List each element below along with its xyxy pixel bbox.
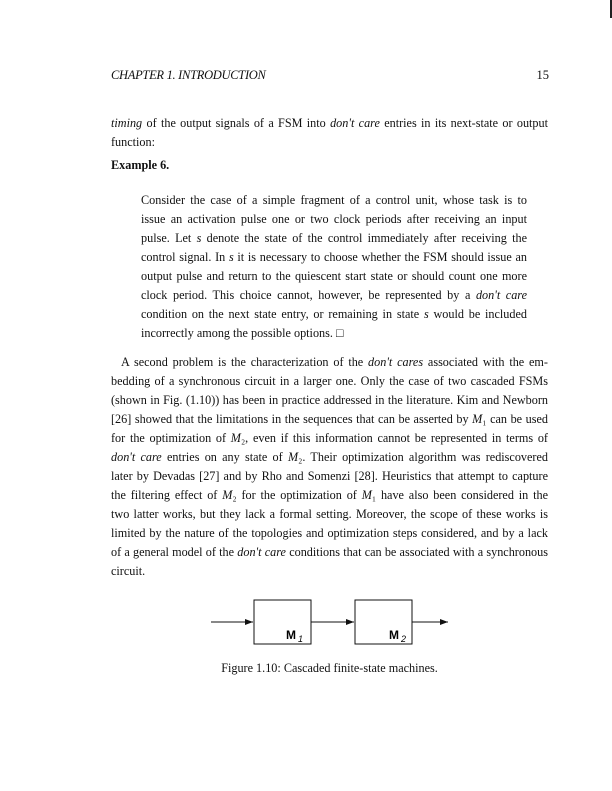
text-span: two latter works, but they lack a formal setting. Moreover, the scope of these works is [111, 507, 548, 521]
italic-text: don't care [475, 288, 527, 302]
text-span: [26] showed that the limitations in the sequences that can be asserted by [111, 412, 473, 426]
italic-text: M [230, 431, 241, 445]
text-span: limited by the nature of the topologies and optimization steps considered, and by a lack [111, 526, 548, 540]
page-number: 15 [536, 68, 549, 82]
italic-text: M [287, 450, 299, 464]
text-span: pulse. Let [141, 231, 197, 245]
text-span: of the output signals of a FSM into [142, 116, 331, 130]
text-span: output pulse and return to the quiescent start state or should count one more [141, 269, 527, 283]
italic-text: s [196, 231, 202, 245]
italic-text: M [361, 488, 372, 502]
italic-text: don't care [330, 116, 380, 130]
text-span: incorrectly among the possible options. □ [141, 326, 344, 340]
italic-text: M [472, 412, 483, 426]
text-span: entries on any state of [161, 450, 288, 464]
running-header: CHAPTER 1. INTRODUCTION [111, 68, 266, 82]
svg-text:M2: M $_2$ [389, 628, 407, 644]
text-span: conditions that can be associated with a synchronous [285, 545, 548, 559]
text-span: A second problem is the characterization of the [121, 355, 369, 369]
italic-text: M [222, 488, 233, 502]
italic-text: don't care [111, 450, 162, 464]
text-span: Example 6. [111, 158, 170, 172]
italic-text: s [228, 250, 234, 264]
text-span: ₁ have also been considered in the [371, 488, 548, 502]
italic-text: don't cares [368, 355, 424, 369]
text-span: the filtering effect of [111, 488, 223, 502]
text-span: circuit. [111, 564, 146, 578]
text-span: entries in its next-state or output [379, 116, 548, 130]
text-span: ₂ for the optimization of [232, 488, 362, 502]
text-span: it is necessary to choose whether the FSM should issue an [233, 250, 527, 264]
text-span: ₂. Their optimization algorithm was rediscovered [298, 450, 548, 464]
italic-text: timing [111, 116, 143, 130]
text-span: bedding of a synchronous circuit in a larger one. Only the case of two cascaded FSMs [111, 374, 548, 388]
text-span: denote the state of the control immediately after receiving the [201, 231, 527, 245]
text-span: associated with the em- [423, 355, 548, 369]
text-span: issue an activation pulse one or two clock periods after receiving an input [141, 212, 527, 226]
text-span: ₁ can be used [482, 412, 548, 426]
text-span: clock period. This choice cannot, however, be represented by a [141, 288, 476, 302]
text-span: control signal. In [141, 250, 229, 264]
text-span: condition on the next state entry, or remaining in state [141, 307, 424, 321]
text-span: function: [111, 135, 156, 149]
italic-text: don't care [237, 545, 286, 559]
text-span: of a general model of the [111, 545, 238, 559]
figure-caption: Figure 1.10: Cascaded finite-state machines. [221, 661, 438, 675]
block-m1-label: M [286, 628, 296, 642]
text-span: ₂, even if this information cannot be represented in terms of [240, 431, 548, 445]
text-span: for the optimization of [111, 431, 231, 445]
block-m2-label: M [389, 628, 399, 642]
svg-text:M1: M $_1$ [286, 628, 304, 644]
italic-text: s [423, 307, 429, 321]
text-span: (shown in Fig. (1.10)) has been in practice addressed in the literature. Kim and Newborn [111, 393, 548, 407]
text-span: later by Devadas [27] and by Rho and Somenzi [28]. Heuristics that attempt to capture [111, 469, 548, 483]
text-span: would be included [428, 307, 527, 321]
text-span: Consider the case of a simple fragment of a control unit, whose task is to [141, 193, 527, 207]
